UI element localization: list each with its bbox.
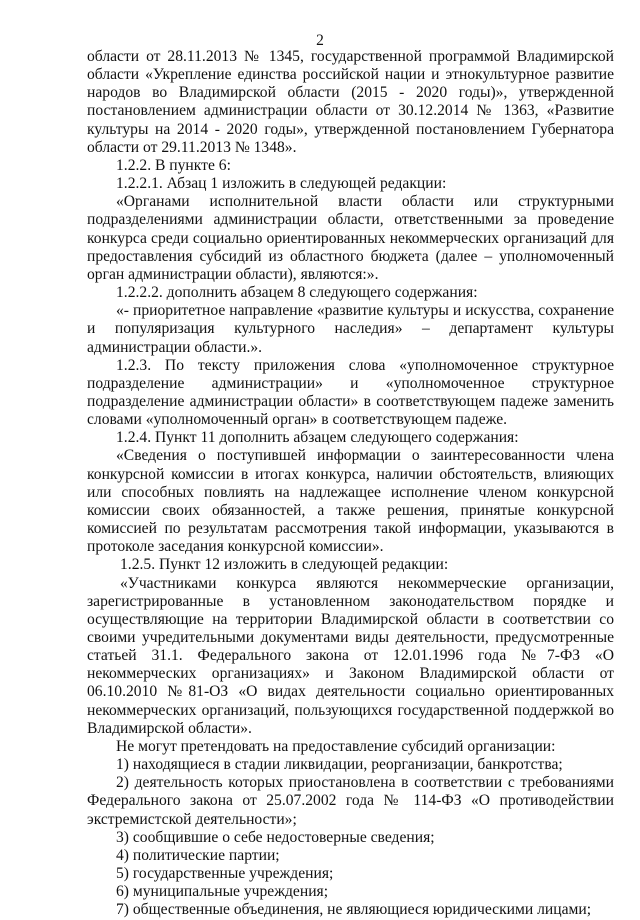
list-item-3: 3) сообщившие о себе недостоверные сведения; [116,828,435,846]
paragraph-quote-priority: «- приоритетное направление «развитие культуры и искусства, сохранение и популяризация культурного наследия» – департамент культуры администрации области.». [87,302,614,356]
paragraph-clause-1-2-3: 1.2.3. По тексту приложения слова «уполномоченное структурное подразделение администрации» и «уполномоченное структурное подразделение администрации области» в соответствующем падеже заменить словами «уполномоченный орган» в соответствующем падеже. [87,356,614,429]
list-item-5: 5) государственные учреждения; [116,865,334,883]
paragraph-clause-1-2-5: 1.2.5. Пункт 12 изложить в следующей редакции: [120,556,449,574]
list-item-1: 1) находящиеся в стадии ликвидации, реорганизации, банкротства; [116,756,563,774]
paragraph-continuation: области от 28.11.2013 № 1345, государственной программой Владимирской области «Укрепление единства российской нации и этнокультурное развитие народов во Владимирской области (2015 - 2020 годы)», утвержденной постановлением администрации области от 30.12.2014 № 1363, «Развитие культуры на 2014 - 2020 годы», утвержденной постановлением Губернатора области от 29.11.2013 № 1348». [87,48,614,156]
list-item-2: 2) деятельность которых приостановлена в соответствии с требованиями Федерального закона от 25.07.2002 года № 114-ФЗ «О противодействии экстремистской деятельности»; [87,774,614,828]
paragraph-quote-commission: «Сведения о поступившей информации о заинтересованности члена конкурсной комиссии в итогах конкурса, наличии обстоятельств, влияющих или способных повлиять на надлежащее исполнение членом конкурсной комиссии своих обязанностей, а также решения, принятые конкурсной комиссией по результатам рассмотрения такой информации, указываются в протоколе заседания конкурсной комиссии». [87,447,614,556]
paragraph-clause-1-2-2: 1.2.2. В пункте 6: [116,156,231,174]
paragraph-exclusions-intro: Не могут претендовать на предоставление субсидий организации: [116,737,556,755]
list-item-4: 4) политические партии; [116,846,280,864]
paragraph-clause-1-2-2-2: 1.2.2.2. дополнить абзацем 8 следующего содержания: [116,284,478,302]
document-body [87,48,614,920]
list-item-7: 7) общественные объединения, не являющиеся юридическими лицами; [116,901,592,919]
paragraph-clause-1-2-4: 1.2.4. Пункт 11 дополнить абзацем следующего содержания: [116,429,519,447]
page-number: 2 [316,32,324,49]
paragraph-clause-1-2-2-1: 1.2.2.1. Абзац 1 изложить в следующей редакции: [116,175,447,193]
paragraph-quote-participants: «Участниками конкурса являются некоммерческие организации, зарегистрированные в установленном законодательством порядке и осуществляющие на территории Владимирской области в соответствии со своими учредительными документами виды деятельности, предусмотренные статьей 31.1. Федерального закона от 12.01.1996 года №7-ФЗ «О некоммерческих организациях» и Законом Владимирской области от 06.10.2010 №81-ОЗ «О видах деятельности социально ориентированных некоммерческих организаций, пользующихся государственной поддержкой во Владимирской области». [87,574,614,737]
list-item-6: 6) муниципальные учреждения; [116,883,329,901]
paragraph-quote-organs: «Органами исполнительной власти области или структурными подразделениями администрации области, ответственными за проведение конкурса среди социально ориентированных некоммерческих организаций для предоставления субсидий из областного бюджета (далее – уполномоченный орган администрации области), являются:». [87,193,614,283]
